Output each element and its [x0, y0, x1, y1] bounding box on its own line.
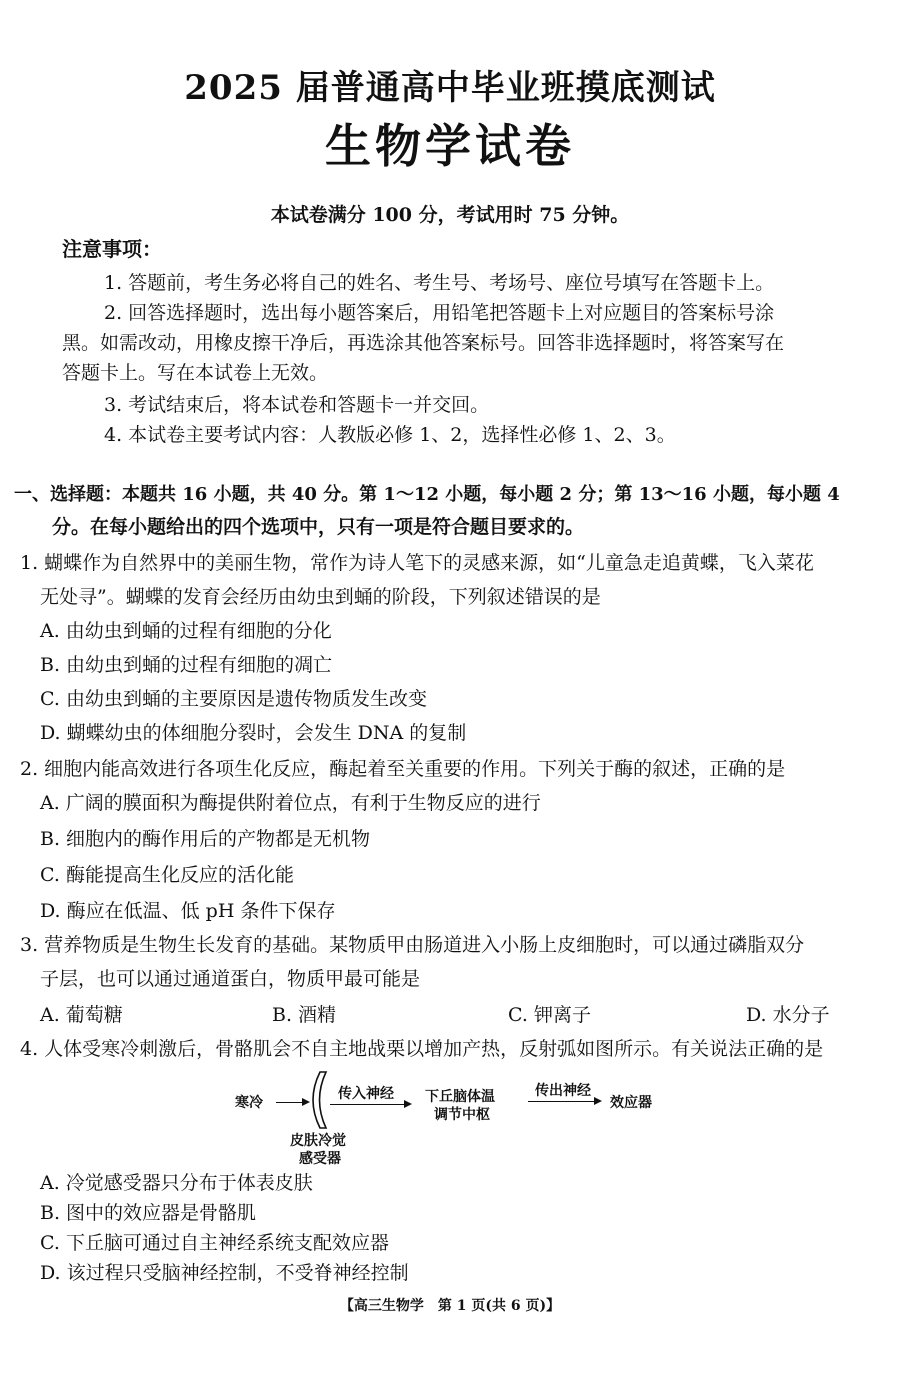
- option-c: C. 由幼虫到蛹的主要原因是遗传物质发生改变: [40, 688, 427, 710]
- stimulus-label: 寒冷: [235, 1095, 263, 1111]
- option-a: A. 冷觉感受器只分布于体表皮肤: [40, 1172, 313, 1194]
- notice-heading: 注意事项：: [62, 237, 162, 261]
- question-3-stem: 子层，也可以通过通道蛋白，物质甲最可能是: [40, 968, 421, 990]
- notice-line: 黑。如需改动，用橡皮擦干净后，再选涂其他答案标号。回答非选择题时，将答案写在: [62, 332, 785, 354]
- question-2-stem: 2. 细胞内能高效进行各项生化反应，酶起着至关重要的作用。下列关于酶的叙述，正确的是: [20, 758, 786, 780]
- efferent-label: 传出神经: [535, 1083, 591, 1099]
- option-d: D. 蝴蝶幼虫的体细胞分裂时，会发生 DNA 的复制: [40, 722, 467, 744]
- option-a: A. 由幼虫到蛹的过程有细胞的分化: [40, 620, 332, 642]
- notice-line: 1. 答题前，考生务必将自己的姓名、考生号、考场号、座位号填写在答题卡上。: [104, 272, 775, 294]
- notice-line: 答题卡上。写在本试卷上无效。: [62, 362, 329, 384]
- option-d: D. 酶应在低温、低 pH 条件下保存: [40, 900, 336, 922]
- notice-line: 4. 本试卷主要考试内容：人教版必修 1、2，选择性必修 1、2、3。: [104, 424, 676, 446]
- arrow-right-icon: [528, 1101, 600, 1102]
- center-label: 下丘脑体温: [425, 1089, 495, 1105]
- receptor-label: 感受器: [299, 1151, 341, 1167]
- question-3-stem: 3. 营养物质是生物生长发育的基础。某物质甲由肠道进入小肠上皮细胞时，可以通过磷脂双分: [20, 934, 805, 956]
- question-1-stem: 无处寻”。蝴蝶的发育会经历由幼虫到蛹的阶段，下列叙述错误的是: [40, 586, 601, 608]
- subject-title: 生物学试卷: [325, 119, 575, 173]
- afferent-label: 传入神经: [338, 1086, 394, 1102]
- section-heading: 分。在每小题给出的四个选项中，只有一项是符合题目要求的。: [52, 516, 585, 538]
- receptor-shape: [306, 1070, 336, 1130]
- arrow-right-icon: [276, 1102, 308, 1103]
- center-label: 调节中枢: [434, 1107, 490, 1123]
- section-heading: 一、选择题：本题共 16 小题，共 40 分。第 1～12 小题，每小题 2 分；第 13～16 小题，每小题 4: [14, 484, 840, 505]
- exam-title: 2025 届普通高中毕业班摸底测试: [184, 68, 716, 108]
- option-a: A. 葡萄糖: [40, 1004, 123, 1026]
- option-c: C. 下丘脑可通过自主神经系统支配效应器: [40, 1232, 389, 1254]
- exam-info: 本试卷满分 100 分，考试用时 75 分钟。: [270, 204, 630, 226]
- option-c: C. 酶能提高生化反应的活化能: [40, 864, 294, 886]
- question-1-stem: 1. 蝴蝶作为自然界中的美丽生物，常作为诗人笔下的灵感来源，如“儿童急走追黄蝶，飞入菜花: [20, 552, 814, 574]
- option-b: B. 由幼虫到蛹的过程有细胞的凋亡: [40, 654, 333, 676]
- option-b: B. 细胞内的酶作用后的产物都是无机物: [40, 828, 371, 850]
- option-c: C. 钾离子: [508, 1004, 591, 1026]
- option-d: D. 水分子: [746, 1004, 830, 1026]
- page-footer: 【高三生物学 第 1 页(共 6 页)】: [339, 1298, 561, 1314]
- arrow-right-icon: [330, 1104, 410, 1105]
- option-b: B. 酒精: [272, 1004, 337, 1026]
- effector-label: 效应器: [610, 1095, 652, 1111]
- receptor-label: 皮肤冷觉: [290, 1133, 346, 1149]
- notice-line: 2. 回答选择题时，选出每小题答案后，用铅笔把答题卡上对应题目的答案标号涂: [104, 302, 775, 324]
- option-b: B. 图中的效应器是骨骼肌: [40, 1202, 257, 1224]
- question-4-stem: 4. 人体受寒冷刺激后，骨骼肌会不自主地战栗以增加产热，反射弧如图所示。有关说法正确的是: [20, 1038, 824, 1060]
- notice-line: 3. 考试结束后，将本试卷和答题卡一并交回。: [104, 394, 490, 416]
- option-d: D. 该过程只受脑神经控制，不受脊神经控制: [40, 1262, 409, 1284]
- option-a: A. 广阔的膜面积为酶提供附着位点，有利于生物反应的进行: [40, 792, 541, 814]
